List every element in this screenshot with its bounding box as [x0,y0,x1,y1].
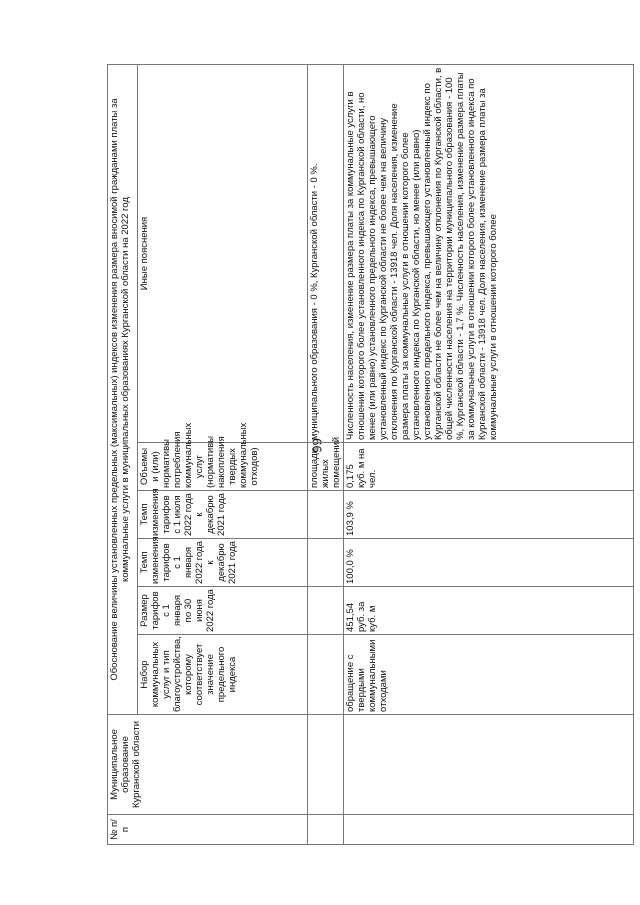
cell-other: Численность населения, изменение размера платы за коммунальные услуги в отношении которого более установленного индекса по Курганской области, но менее (или равно) установленного предельного индекса, превышающего установленный индекс по Курганской области не более чем на величину отклонения по Курганской области - 13918 чел. Доля населения, изменение размера платы за коммунальные услуги в отношении которого более установленного индекса по Курганской области, но менее (или равно) установленного предельного индекса, превышающего установленный индекс по Курганской области не более чем на величину отклонения по Курганской области, в общей численности населения на территории муниципального образования - 100 %, Курганской области - 1,7 %. Численность населения, изменение размера платы за коммунальные услуги в отношении которого более установленного индекса по Курганской области - 13918 чел. Доля населения, изменение размера платы за коммунальные услуги в отношении которого более [344,65,634,443]
cell-service-set: обращение с твердыми коммунальными отходами [344,635,634,715]
header-temp-jan: Темп изменения тарифов с 1 января 2022 года к декабрю 2021 года [138,539,308,587]
cell-tariff [308,587,344,635]
cell-temp-jul [308,491,344,539]
table-row [344,65,634,845]
cell-temp-jan [308,539,344,587]
cell-municipality [344,715,634,815]
table-row [308,65,344,845]
cell-num [308,815,344,845]
cell-tariff: 451,54 руб. за куб. м [344,587,634,635]
cell-num [344,815,634,845]
header-municipality: Муниципальное образование Курганской области [108,715,308,815]
header-temp-jul: Темп изменения тарифов с 1 июля 2022 года к декабрю 2021 года [138,491,308,539]
index-justification-table [107,64,634,845]
header-service-set: Набор коммунальных услуг и тип благоустройства, которому соответствует значение предельного индекса [138,635,308,715]
header-other: Иные пояснения [138,65,308,443]
header-volume: Объемы и (или) нормативы потребления коммунальных услуг (нормативы накопления твердых коммунальных отходов) [138,443,308,491]
page-number: 99 [309,438,325,453]
cell-service-set [308,635,344,715]
cell-municipality [308,715,344,815]
cell-volume: площади жилых помещений [308,443,344,491]
rotated-table-page [107,65,632,845]
cell-temp-jan: 100,0 % [344,539,634,587]
header-num: № п/п [108,815,308,845]
cell-temp-jul: 103,9 % [344,491,634,539]
header-group: Обоснование величины установленных предельных (максимальных) индексов изменения размера вносимой гражданами платы за коммунальные услуги в муниципальных образованиях Курганской области на 2022 год [108,65,138,715]
cell-volume: 0,175 куб. м на чел. [344,443,634,491]
header-tariff: Размер тарифов с 1 января по 30 июня 2022 года [138,587,308,635]
cell-other: муниципального образования - 0 %, Курганской области - 0 %. [308,65,344,443]
